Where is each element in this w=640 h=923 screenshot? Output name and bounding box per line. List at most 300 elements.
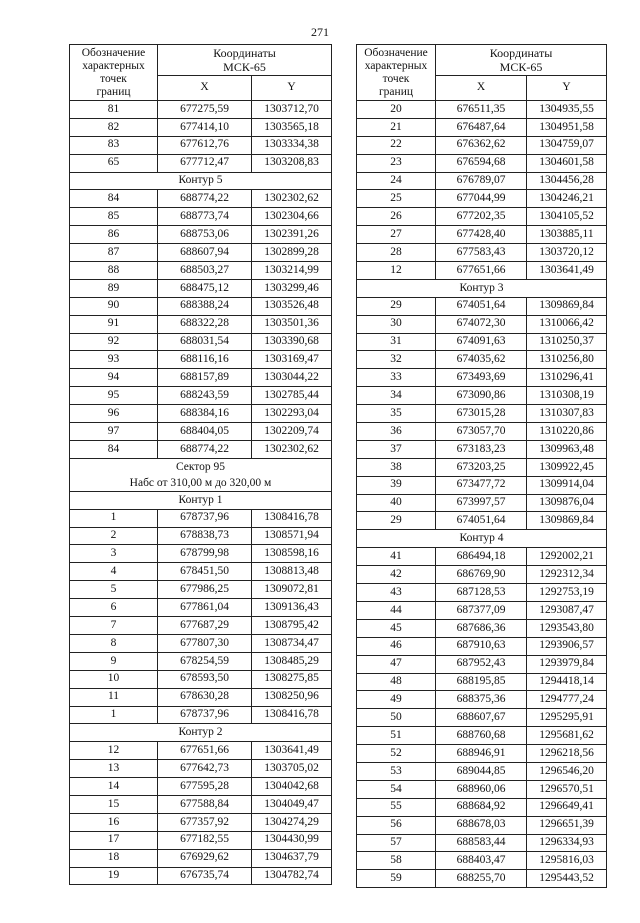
table-row bbox=[70, 136, 332, 154]
y-coordinate-cell: 1296651,39 bbox=[527, 816, 607, 834]
y-coordinate-cell: 1296649,41 bbox=[527, 798, 607, 816]
x-coordinate-cell: 677202,35 bbox=[436, 208, 527, 226]
table-row bbox=[357, 727, 607, 745]
y-coordinate-cell: 1295443,52 bbox=[527, 870, 607, 888]
y-coordinate-cell: 1310220,86 bbox=[527, 423, 607, 441]
sector-label-line: Набс от 310,00 м до 320,00 м bbox=[129, 476, 272, 489]
table-row bbox=[70, 101, 332, 119]
contour-label: Контур 1 bbox=[70, 491, 332, 509]
table-row bbox=[357, 637, 607, 655]
table-row bbox=[70, 387, 332, 405]
point-number-cell: 39 bbox=[357, 476, 436, 494]
point-number-cell: 23 bbox=[357, 154, 436, 172]
x-coordinate-cell: 677275,59 bbox=[158, 101, 252, 119]
point-number-cell: 13 bbox=[70, 760, 158, 778]
point-number-cell: 97 bbox=[70, 423, 158, 441]
x-coordinate-cell: 688773,74 bbox=[158, 208, 252, 226]
table-row bbox=[357, 190, 607, 208]
y-coordinate-cell: 1304274,29 bbox=[252, 813, 332, 831]
y-column-header: Y bbox=[527, 76, 607, 101]
point-number-cell: 90 bbox=[70, 297, 158, 315]
point-number-cell: 40 bbox=[357, 494, 436, 512]
table-row bbox=[70, 226, 332, 244]
point-number-cell: 85 bbox=[70, 208, 158, 226]
x-coordinate-cell: 678254,59 bbox=[158, 652, 252, 670]
y-coordinate-cell: 1303169,47 bbox=[252, 351, 332, 369]
table-row bbox=[70, 670, 332, 688]
point-number-cell: 32 bbox=[357, 351, 436, 369]
table-row bbox=[70, 581, 332, 599]
table-row bbox=[357, 816, 607, 834]
x-coordinate-cell: 688503,27 bbox=[158, 262, 252, 280]
point-number-cell: 92 bbox=[70, 333, 158, 351]
x-coordinate-cell: 688960,06 bbox=[436, 780, 527, 798]
point-number-cell: 82 bbox=[70, 118, 158, 136]
x-coordinate-cell: 673015,28 bbox=[436, 405, 527, 423]
y-coordinate-cell: 1303885,11 bbox=[527, 226, 607, 244]
y-coordinate-cell: 1310066,42 bbox=[527, 315, 607, 333]
table-row bbox=[70, 563, 332, 581]
y-coordinate-cell: 1295816,03 bbox=[527, 852, 607, 870]
point-number-cell: 35 bbox=[357, 405, 436, 423]
point-number-cell: 56 bbox=[357, 816, 436, 834]
sector-header-row bbox=[70, 458, 332, 491]
x-coordinate-cell: 677861,04 bbox=[158, 599, 252, 617]
y-coordinate-cell: 1294777,24 bbox=[527, 691, 607, 709]
point-number-cell: 4 bbox=[70, 563, 158, 581]
y-coordinate-cell: 1302391,26 bbox=[252, 226, 332, 244]
y-coordinate-cell: 1302785,44 bbox=[252, 387, 332, 405]
point-number-cell: 54 bbox=[357, 780, 436, 798]
point-number-cell: 57 bbox=[357, 834, 436, 852]
point-number-cell: 59 bbox=[357, 870, 436, 888]
point-number-cell: 84 bbox=[70, 190, 158, 208]
x-coordinate-cell: 673997,57 bbox=[436, 494, 527, 512]
table-row bbox=[357, 512, 607, 530]
table-row bbox=[70, 795, 332, 813]
table-row bbox=[357, 369, 607, 387]
point-number-cell: 24 bbox=[357, 172, 436, 190]
y-coordinate-cell: 1294418,14 bbox=[527, 673, 607, 691]
table-row bbox=[357, 136, 607, 154]
y-coordinate-cell: 1292002,21 bbox=[527, 548, 607, 566]
point-number-cell: 94 bbox=[70, 369, 158, 387]
x-coordinate-cell: 673183,23 bbox=[436, 440, 527, 458]
sector-label-line: Сектор 95 bbox=[175, 460, 226, 473]
x-coordinate-cell: 677588,84 bbox=[158, 795, 252, 813]
table-row bbox=[70, 634, 332, 652]
table-row bbox=[70, 405, 332, 423]
y-coordinate-cell: 1308275,85 bbox=[252, 670, 332, 688]
x-coordinate-cell: 676929,62 bbox=[158, 849, 252, 867]
table-row bbox=[70, 688, 332, 706]
y-coordinate-cell: 1303501,36 bbox=[252, 315, 332, 333]
point-number-cell: 41 bbox=[357, 548, 436, 566]
table-row bbox=[357, 405, 607, 423]
table-row bbox=[357, 619, 607, 637]
table-row bbox=[357, 780, 607, 798]
table-row bbox=[70, 599, 332, 617]
y-coordinate-cell: 1303299,46 bbox=[252, 279, 332, 297]
x-coordinate-cell: 688475,12 bbox=[158, 279, 252, 297]
sector-label bbox=[70, 458, 332, 491]
x-coordinate-cell: 678838,73 bbox=[158, 527, 252, 545]
point-number-cell: 12 bbox=[70, 742, 158, 760]
x-coordinate-cell: 676594,68 bbox=[436, 154, 527, 172]
point-label-header: Обозначение характерных точек границ bbox=[357, 45, 436, 101]
y-coordinate-cell: 1303641,49 bbox=[527, 262, 607, 280]
point-number-cell: 31 bbox=[357, 333, 436, 351]
x-coordinate-cell: 688403,47 bbox=[436, 852, 527, 870]
y-column-header: Y bbox=[252, 76, 332, 101]
point-number-cell: 11 bbox=[70, 688, 158, 706]
table-row bbox=[357, 423, 607, 441]
coordinates-table-right bbox=[356, 44, 607, 888]
y-coordinate-cell: 1293906,57 bbox=[527, 637, 607, 655]
table-row bbox=[357, 673, 607, 691]
point-number-cell: 29 bbox=[357, 297, 436, 315]
point-number-cell: 17 bbox=[70, 831, 158, 849]
y-coordinate-cell: 1292753,19 bbox=[527, 584, 607, 602]
contour-header-row bbox=[357, 530, 607, 548]
x-coordinate-cell: 678799,98 bbox=[158, 545, 252, 563]
x-coordinate-cell: 688774,22 bbox=[158, 440, 252, 458]
x-coordinate-cell: 673203,25 bbox=[436, 458, 527, 476]
point-number-cell: 88 bbox=[70, 262, 158, 280]
x-coordinate-cell: 688384,16 bbox=[158, 405, 252, 423]
point-number-cell: 48 bbox=[357, 673, 436, 691]
point-number-cell: 87 bbox=[70, 244, 158, 262]
x-coordinate-cell: 688388,24 bbox=[158, 297, 252, 315]
y-coordinate-cell: 1310296,41 bbox=[527, 369, 607, 387]
point-number-cell: 36 bbox=[357, 423, 436, 441]
point-number-cell: 37 bbox=[357, 440, 436, 458]
y-coordinate-cell: 1308571,94 bbox=[252, 527, 332, 545]
table-row bbox=[357, 333, 607, 351]
table-row bbox=[70, 208, 332, 226]
x-coordinate-cell: 678737,96 bbox=[158, 706, 252, 724]
y-coordinate-cell: 1296570,51 bbox=[527, 780, 607, 798]
x-coordinate-cell: 688404,05 bbox=[158, 423, 252, 441]
table-row bbox=[70, 333, 332, 351]
table-row bbox=[357, 172, 607, 190]
point-number-cell: 86 bbox=[70, 226, 158, 244]
y-coordinate-cell: 1310307,83 bbox=[527, 405, 607, 423]
table-row bbox=[70, 118, 332, 136]
x-coordinate-cell: 688760,68 bbox=[436, 727, 527, 745]
contour-label: Контур 3 bbox=[357, 279, 607, 297]
y-coordinate-cell: 1304759,07 bbox=[527, 136, 607, 154]
contour-label: Контур 4 bbox=[357, 530, 607, 548]
point-number-cell: 2 bbox=[70, 527, 158, 545]
point-number-cell: 3 bbox=[70, 545, 158, 563]
y-coordinate-cell: 1308734,47 bbox=[252, 634, 332, 652]
table-row bbox=[357, 584, 607, 602]
point-number-cell: 14 bbox=[70, 778, 158, 796]
table-row bbox=[70, 440, 332, 458]
y-coordinate-cell: 1303390,68 bbox=[252, 333, 332, 351]
y-coordinate-cell: 1310250,37 bbox=[527, 333, 607, 351]
table-row bbox=[357, 208, 607, 226]
x-coordinate-cell: 677712,47 bbox=[158, 154, 252, 172]
table-row bbox=[70, 831, 332, 849]
table-row bbox=[70, 262, 332, 280]
point-number-cell: 26 bbox=[357, 208, 436, 226]
x-coordinate-cell: 687910,63 bbox=[436, 637, 527, 655]
table-row bbox=[70, 813, 332, 831]
x-coordinate-cell: 688255,70 bbox=[436, 870, 527, 888]
table-row bbox=[70, 315, 332, 333]
point-number-cell: 21 bbox=[357, 118, 436, 136]
x-coordinate-cell: 677595,28 bbox=[158, 778, 252, 796]
table-row bbox=[70, 297, 332, 315]
table-row bbox=[357, 387, 607, 405]
point-number-cell: 95 bbox=[70, 387, 158, 405]
x-coordinate-cell: 678451,50 bbox=[158, 563, 252, 581]
point-number-cell: 81 bbox=[70, 101, 158, 119]
point-number-cell: 1 bbox=[70, 706, 158, 724]
x-coordinate-cell: 676511,35 bbox=[436, 101, 527, 119]
table-row bbox=[357, 709, 607, 727]
x-coordinate-cell: 677642,73 bbox=[158, 760, 252, 778]
y-coordinate-cell: 1308250,96 bbox=[252, 688, 332, 706]
y-coordinate-cell: 1303214,99 bbox=[252, 262, 332, 280]
table-row bbox=[357, 315, 607, 333]
x-coordinate-cell: 687128,53 bbox=[436, 584, 527, 602]
y-coordinate-cell: 1303208,83 bbox=[252, 154, 332, 172]
x-coordinate-cell: 678593,50 bbox=[158, 670, 252, 688]
x-coordinate-cell: 673090,86 bbox=[436, 387, 527, 405]
y-coordinate-cell: 1309869,84 bbox=[527, 297, 607, 315]
x-coordinate-cell: 677357,92 bbox=[158, 813, 252, 831]
contour-header-row bbox=[70, 724, 332, 742]
point-number-cell: 30 bbox=[357, 315, 436, 333]
table-row bbox=[357, 440, 607, 458]
table-row bbox=[70, 849, 332, 867]
x-coordinate-cell: 688753,06 bbox=[158, 226, 252, 244]
y-coordinate-cell: 1295681,62 bbox=[527, 727, 607, 745]
x-coordinate-cell: 677182,55 bbox=[158, 831, 252, 849]
table-row bbox=[70, 154, 332, 172]
point-number-cell: 96 bbox=[70, 405, 158, 423]
y-coordinate-cell: 1309869,84 bbox=[527, 512, 607, 530]
y-coordinate-cell: 1309914,04 bbox=[527, 476, 607, 494]
x-coordinate-cell: 688243,59 bbox=[158, 387, 252, 405]
y-coordinate-cell: 1304935,55 bbox=[527, 101, 607, 119]
x-coordinate-cell: 688116,16 bbox=[158, 351, 252, 369]
x-coordinate-cell: 678630,28 bbox=[158, 688, 252, 706]
table-row bbox=[70, 760, 332, 778]
x-coordinate-cell: 688583,44 bbox=[436, 834, 527, 852]
x-coordinate-cell: 688684,92 bbox=[436, 798, 527, 816]
table-row bbox=[70, 423, 332, 441]
y-coordinate-cell: 1309963,48 bbox=[527, 440, 607, 458]
point-number-cell: 50 bbox=[357, 709, 436, 727]
point-number-cell: 27 bbox=[357, 226, 436, 244]
point-number-cell: 89 bbox=[70, 279, 158, 297]
x-coordinate-cell: 673057,70 bbox=[436, 423, 527, 441]
x-coordinate-cell: 674072,30 bbox=[436, 315, 527, 333]
y-coordinate-cell: 1304637,79 bbox=[252, 849, 332, 867]
y-coordinate-cell: 1308795,42 bbox=[252, 617, 332, 635]
table-row bbox=[357, 101, 607, 119]
x-coordinate-cell: 673477,72 bbox=[436, 476, 527, 494]
table-row bbox=[357, 244, 607, 262]
x-coordinate-cell: 674051,64 bbox=[436, 512, 527, 530]
table-row bbox=[357, 476, 607, 494]
table-row bbox=[357, 691, 607, 709]
x-coordinate-cell: 677414,10 bbox=[158, 118, 252, 136]
point-number-cell: 22 bbox=[357, 136, 436, 154]
point-number-cell: 53 bbox=[357, 762, 436, 780]
x-coordinate-cell: 676487,64 bbox=[436, 118, 527, 136]
point-number-cell: 16 bbox=[70, 813, 158, 831]
point-number-cell: 20 bbox=[357, 101, 436, 119]
point-number-cell: 51 bbox=[357, 727, 436, 745]
y-coordinate-cell: 1296334,93 bbox=[527, 834, 607, 852]
y-coordinate-cell: 1303044,22 bbox=[252, 369, 332, 387]
x-coordinate-cell: 677583,43 bbox=[436, 244, 527, 262]
table-row bbox=[357, 494, 607, 512]
y-coordinate-cell: 1308813,48 bbox=[252, 563, 332, 581]
x-coordinate-cell: 688607,94 bbox=[158, 244, 252, 262]
point-number-cell: 6 bbox=[70, 599, 158, 617]
y-coordinate-cell: 1302209,74 bbox=[252, 423, 332, 441]
y-coordinate-cell: 1304782,74 bbox=[252, 867, 332, 885]
y-coordinate-cell: 1304105,52 bbox=[527, 208, 607, 226]
x-coordinate-cell: 688946,91 bbox=[436, 745, 527, 763]
y-coordinate-cell: 1309922,45 bbox=[527, 458, 607, 476]
table-row bbox=[357, 601, 607, 619]
point-number-cell: 43 bbox=[357, 584, 436, 602]
table-row bbox=[357, 745, 607, 763]
point-label-header: Обозначение характерных точек границ bbox=[70, 45, 158, 101]
table-row bbox=[357, 566, 607, 584]
point-number-cell: 45 bbox=[357, 619, 436, 637]
table-row bbox=[70, 778, 332, 796]
x-coordinate-cell: 688678,03 bbox=[436, 816, 527, 834]
table-row bbox=[357, 118, 607, 136]
point-number-cell: 28 bbox=[357, 244, 436, 262]
y-coordinate-cell: 1309876,04 bbox=[527, 494, 607, 512]
contour-label: Контур 5 bbox=[70, 172, 332, 190]
table-row bbox=[70, 279, 332, 297]
point-number-cell: 93 bbox=[70, 351, 158, 369]
table-row bbox=[70, 351, 332, 369]
table-row bbox=[357, 834, 607, 852]
x-coordinate-cell: 687952,43 bbox=[436, 655, 527, 673]
y-coordinate-cell: 1303641,49 bbox=[252, 742, 332, 760]
y-coordinate-cell: 1304042,68 bbox=[252, 778, 332, 796]
point-number-cell: 49 bbox=[357, 691, 436, 709]
y-coordinate-cell: 1308485,29 bbox=[252, 652, 332, 670]
y-coordinate-cell: 1304246,21 bbox=[527, 190, 607, 208]
point-number-cell: 34 bbox=[357, 387, 436, 405]
y-coordinate-cell: 1304951,58 bbox=[527, 118, 607, 136]
table-row bbox=[357, 655, 607, 673]
point-number-cell: 52 bbox=[357, 745, 436, 763]
point-number-cell: 38 bbox=[357, 458, 436, 476]
x-column-header: X bbox=[436, 76, 527, 101]
x-coordinate-cell: 677044,99 bbox=[436, 190, 527, 208]
contour-label: Контур 2 bbox=[70, 724, 332, 742]
x-coordinate-cell: 676789,07 bbox=[436, 172, 527, 190]
point-number-cell: 1 bbox=[70, 509, 158, 527]
x-coordinate-cell: 674051,64 bbox=[436, 297, 527, 315]
y-coordinate-cell: 1309136,43 bbox=[252, 599, 332, 617]
x-coordinate-cell: 676735,74 bbox=[158, 867, 252, 885]
table-row bbox=[70, 706, 332, 724]
table-row bbox=[357, 458, 607, 476]
y-coordinate-cell: 1308416,78 bbox=[252, 509, 332, 527]
x-coordinate-cell: 686769,90 bbox=[436, 566, 527, 584]
x-coordinate-cell: 688031,54 bbox=[158, 333, 252, 351]
x-coordinate-cell: 673493,69 bbox=[436, 369, 527, 387]
y-coordinate-cell: 1295295,91 bbox=[527, 709, 607, 727]
point-number-cell: 10 bbox=[70, 670, 158, 688]
y-coordinate-cell: 1302302,62 bbox=[252, 440, 332, 458]
point-number-cell: 44 bbox=[357, 601, 436, 619]
table-row bbox=[357, 262, 607, 280]
x-coordinate-cell: 674035,62 bbox=[436, 351, 527, 369]
y-coordinate-cell: 1310256,80 bbox=[527, 351, 607, 369]
x-coordinate-cell: 688322,28 bbox=[158, 315, 252, 333]
x-coordinate-cell: 688375,36 bbox=[436, 691, 527, 709]
point-number-cell: 5 bbox=[70, 581, 158, 599]
x-coordinate-cell: 688607,67 bbox=[436, 709, 527, 727]
y-coordinate-cell: 1304049,47 bbox=[252, 795, 332, 813]
table-row bbox=[357, 798, 607, 816]
y-coordinate-cell: 1304430,99 bbox=[252, 831, 332, 849]
y-coordinate-cell: 1296546,20 bbox=[527, 762, 607, 780]
y-coordinate-cell: 1292312,34 bbox=[527, 566, 607, 584]
point-number-cell: 55 bbox=[357, 798, 436, 816]
y-coordinate-cell: 1302899,28 bbox=[252, 244, 332, 262]
y-coordinate-cell: 1308416,78 bbox=[252, 706, 332, 724]
y-coordinate-cell: 1303712,70 bbox=[252, 101, 332, 119]
y-coordinate-cell: 1293979,84 bbox=[527, 655, 607, 673]
point-number-cell: 42 bbox=[357, 566, 436, 584]
point-number-cell: 29 bbox=[357, 512, 436, 530]
contour-header-row bbox=[357, 279, 607, 297]
table-row bbox=[357, 226, 607, 244]
table-row bbox=[357, 154, 607, 172]
point-number-cell: 83 bbox=[70, 136, 158, 154]
x-coordinate-cell: 687686,36 bbox=[436, 619, 527, 637]
x-coordinate-cell: 677651,66 bbox=[436, 262, 527, 280]
point-number-cell: 46 bbox=[357, 637, 436, 655]
table-row bbox=[357, 870, 607, 888]
y-coordinate-cell: 1303565,18 bbox=[252, 118, 332, 136]
x-coordinate-cell: 678737,96 bbox=[158, 509, 252, 527]
y-coordinate-cell: 1308598,16 bbox=[252, 545, 332, 563]
table-row bbox=[70, 867, 332, 885]
y-coordinate-cell: 1302304,66 bbox=[252, 208, 332, 226]
x-coordinate-cell: 688157,89 bbox=[158, 369, 252, 387]
y-coordinate-cell: 1303705,02 bbox=[252, 760, 332, 778]
page-number: 271 bbox=[311, 25, 329, 39]
point-number-cell: 8 bbox=[70, 634, 158, 652]
table-row bbox=[70, 527, 332, 545]
x-coordinate-cell: 677651,66 bbox=[158, 742, 252, 760]
y-coordinate-cell: 1296218,56 bbox=[527, 745, 607, 763]
point-number-cell: 15 bbox=[70, 795, 158, 813]
x-coordinate-cell: 686494,18 bbox=[436, 548, 527, 566]
table-row bbox=[70, 617, 332, 635]
point-number-cell: 91 bbox=[70, 315, 158, 333]
y-coordinate-cell: 1303720,12 bbox=[527, 244, 607, 262]
table-row bbox=[70, 190, 332, 208]
